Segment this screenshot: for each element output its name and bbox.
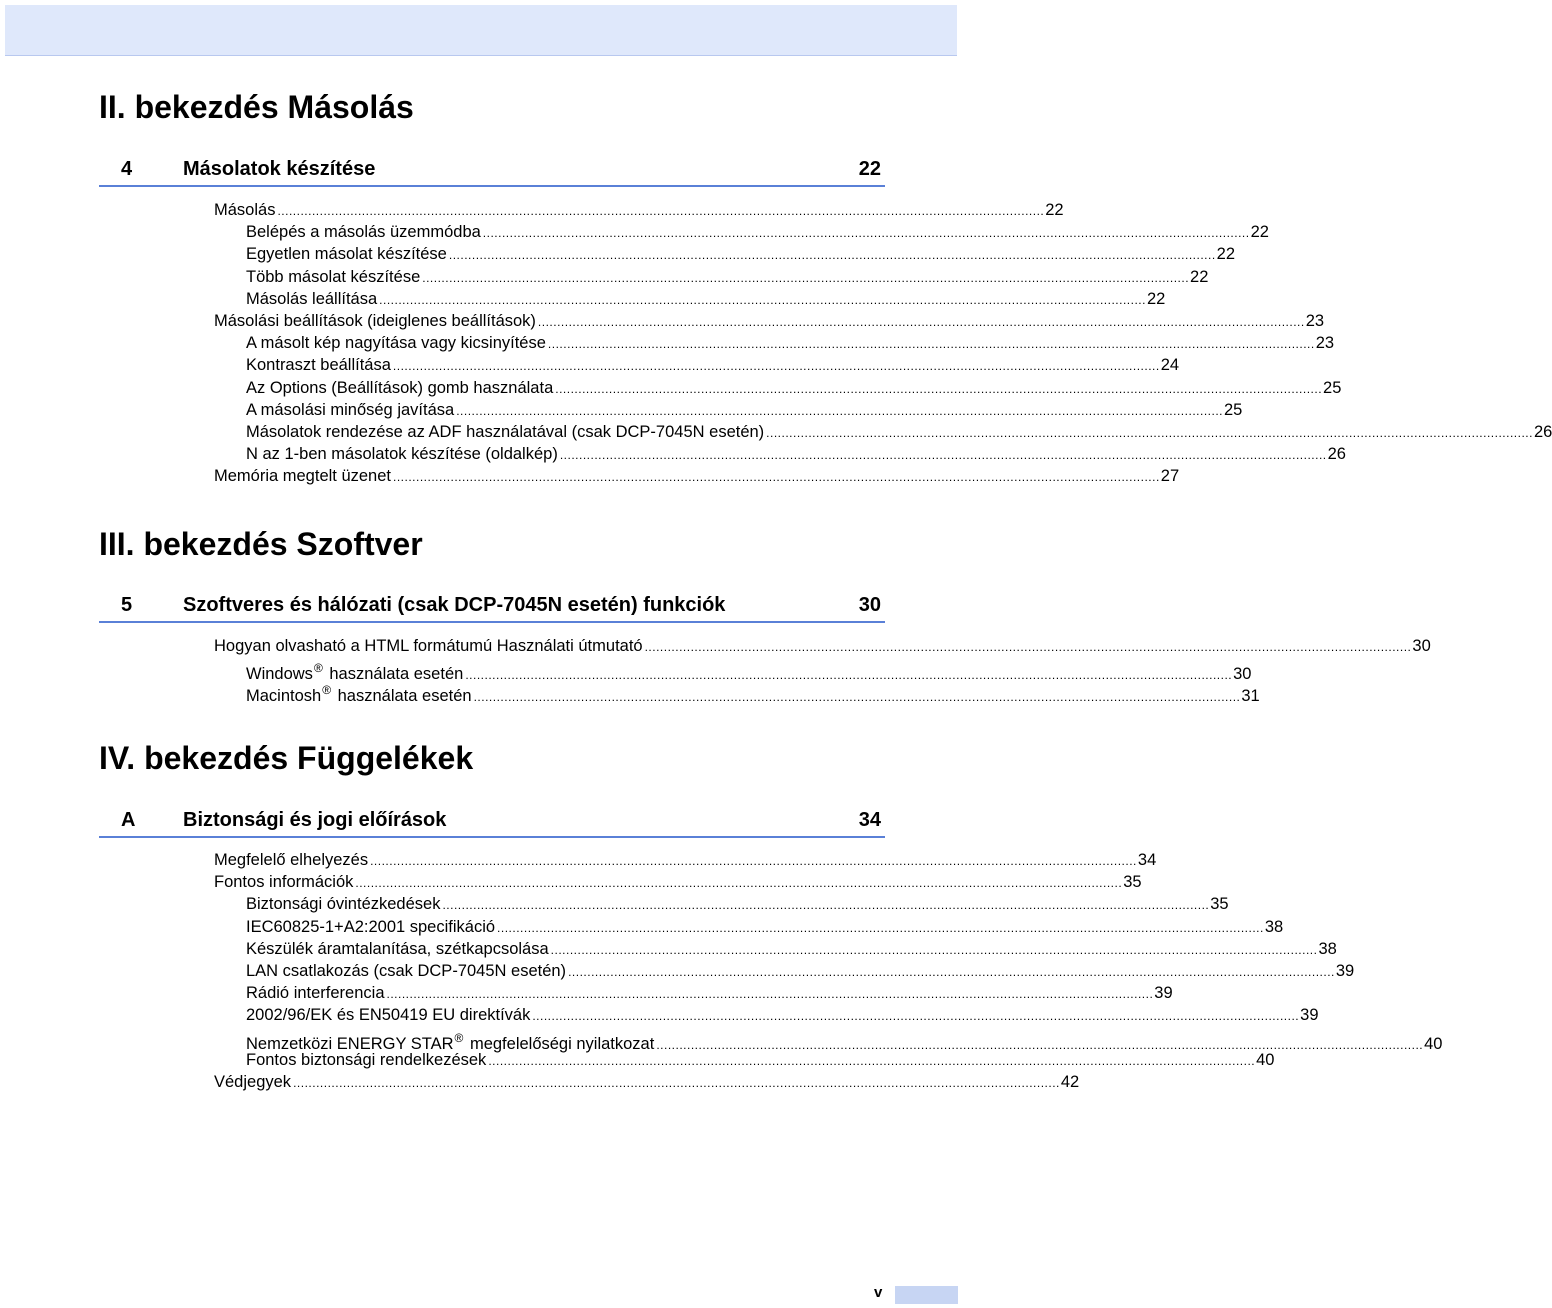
dot-leader: ........................................................................................................................................................................................................ — [393, 470, 1160, 485]
dot-leader: ........................................................................................................................................................................................................ — [537, 315, 1305, 329]
toc-entry-page: 38 — [1264, 917, 1284, 936]
toc-entry-label — [246, 288, 377, 310]
toc-entry-page: 25 — [1223, 400, 1243, 419]
toc-entry-page: 23 — [1305, 312, 1325, 330]
dot-leader: ........................................................................................................................................................................................................ — [422, 270, 1190, 285]
toc-entry[interactable] — [246, 421, 1552, 443]
toc-entry-label — [246, 443, 558, 465]
toc-entry-text: Belépés a másolás üzemmódba — [246, 223, 481, 242]
toc-entry-page: 31 — [1241, 687, 1260, 706]
chapter-title: Másolatok készítése — [183, 158, 376, 180]
toc-entry-text: Macintosh — [246, 687, 322, 706]
toc-entry-page: 35 — [1123, 873, 1142, 892]
toc-entry-text: Másolás — [214, 201, 276, 219]
toc-entry-label — [246, 332, 546, 354]
toc-entry-text: Kontraszt beállítása — [246, 356, 391, 375]
toc-entry[interactable] — [246, 657, 1252, 684]
toc-entry-text: Memória megtelt üzenet — [214, 467, 391, 486]
toc-entry[interactable] — [246, 679, 1260, 706]
chapter-heading[interactable] — [99, 593, 885, 623]
toc-entry[interactable] — [246, 893, 1229, 915]
toc-entry[interactable] — [214, 635, 1431, 657]
toc-entry-text: Másolatok rendezése az ADF használatával (csak DCP-7045N esetén) — [246, 423, 765, 441]
toc-entry[interactable] — [214, 199, 1064, 221]
toc-entry-page: 40 — [1256, 1050, 1275, 1069]
toc-entry-page: 38 — [1318, 939, 1337, 958]
toc-entry-label — [246, 354, 391, 376]
toc-entry[interactable] — [246, 399, 1243, 421]
dot-leader: ........................................................................................................................................................................................................ — [488, 1053, 1256, 1068]
toc-entry[interactable] — [246, 938, 1337, 960]
registered-mark: ® — [313, 661, 323, 676]
toc-entry-text: Megfelelő elhelyezés — [214, 851, 369, 869]
toc-entry-label — [214, 1071, 291, 1093]
toc-entry-label — [246, 266, 420, 288]
part-title: II. bekezdés Másolás — [99, 89, 414, 125]
chapter-heading[interactable] — [99, 808, 885, 838]
toc-entry[interactable] — [246, 332, 1335, 354]
chapter-number: 5 — [121, 594, 133, 616]
dot-leader: ........................................................................................................................................................................................................ — [473, 690, 1241, 705]
dot-leader: ........................................................................................................................................................................................................ — [547, 337, 1315, 352]
toc-entry-text: N az 1-ben másolatok készítése (oldalkép) — [246, 445, 558, 464]
registered-mark: ® — [454, 1030, 464, 1045]
toc-entry-page: 23 — [1315, 334, 1335, 353]
toc-entry-label — [214, 465, 391, 487]
toc-entry-suffix: használata esetén — [324, 665, 464, 684]
toc-entry-text: Készülék áramtalanítása, szétkapcsolása — [246, 939, 549, 958]
toc-entry-text: Windows — [246, 665, 313, 684]
dot-leader: ........................................................................................................................................................................................................ — [550, 942, 1318, 957]
toc-entry-page: 22 — [1250, 223, 1269, 242]
toc-entry-suffix: megfelelőségi nyilatkozat — [465, 1034, 655, 1053]
toc-entry[interactable] — [214, 310, 1325, 332]
toc-entry-text: Másolási beállítások (ideiglenes beállítások) — [214, 312, 536, 330]
toc-entry-text: 2002/96/EK és EN50419 EU direktívák — [246, 1006, 531, 1025]
toc-entry-text: Több másolat készítése — [246, 267, 421, 286]
toc-entry[interactable] — [214, 849, 1157, 871]
toc-entry-label — [246, 916, 495, 938]
toc-entry[interactable] — [246, 354, 1180, 376]
toc-entry-label — [246, 421, 764, 443]
toc-entry-label — [246, 243, 447, 265]
dot-leader: ........................................................................................................................................................................................................ — [465, 668, 1233, 683]
chapter-number: A — [121, 809, 136, 831]
toc-entry-label — [246, 938, 549, 960]
toc-entry-text: IEC60825-1+A2:2001 specifikáció — [246, 917, 496, 936]
toc-entry-text: Fontos biztonsági rendelkezések — [246, 1050, 487, 1069]
dot-leader: ........................................................................................................................................................................................................ — [555, 381, 1323, 396]
toc-entry-page: 26 — [1533, 423, 1552, 441]
toc-entry-text: A másolt kép nagyítása vagy kicsinyítése — [246, 334, 546, 353]
dot-leader: ........................................................................................................................................................................................................ — [568, 965, 1335, 979]
dot-leader: ........................................................................................................................................................................................................ — [448, 248, 1216, 263]
toc-entry-page: 27 — [1160, 467, 1180, 486]
dot-leader: ........................................................................................................................................................................................................ — [293, 1076, 1060, 1090]
toc-entry-text: Hogyan olvasható a HTML formátumú Használati útmutató — [214, 637, 643, 655]
toc-entry-page: 40 — [1424, 1034, 1443, 1053]
toc-entry-text: Védjegyek — [214, 1073, 292, 1091]
chapter-page: 34 — [858, 809, 881, 831]
toc-entry[interactable] — [246, 1027, 1443, 1053]
toc-entry-label — [214, 635, 643, 657]
chapter-number: 4 — [121, 158, 133, 180]
toc-entry[interactable] — [246, 288, 1166, 310]
toc-entry-page: 34 — [1137, 851, 1157, 869]
toc-entry[interactable] — [214, 465, 1180, 487]
toc-entry-text: Az Options (Beállítások) gomb használata — [246, 378, 554, 397]
dot-leader: ........................................................................................................................................................................................................ — [532, 1009, 1300, 1024]
toc-entry[interactable] — [246, 1049, 1275, 1071]
toc-entry[interactable] — [246, 221, 1269, 243]
toc-entry-text: LAN csatlakozás (csak DCP-7045N esetén) — [246, 962, 567, 980]
toc-entry-text: Rádió interferencia — [246, 984, 385, 1003]
dot-leader: ........................................................................................................................................................................................................ — [559, 448, 1327, 463]
toc-entry-page: 30 — [1233, 665, 1252, 684]
toc-entry-page: 26 — [1327, 445, 1346, 464]
toc-entry-label — [214, 310, 536, 332]
toc-entry-label — [246, 960, 566, 982]
toc-entry-label — [214, 849, 368, 871]
toc-entry-label — [246, 1049, 486, 1071]
toc-entry-page: 24 — [1160, 356, 1180, 375]
chapter-heading[interactable] — [99, 157, 885, 187]
toc-entry[interactable] — [214, 1071, 1080, 1093]
toc-entry-text: Egyetlen másolat készítése — [246, 245, 447, 264]
toc-entry[interactable] — [246, 266, 1209, 288]
dot-leader: ........................................................................................................................................................................................................ — [379, 292, 1146, 307]
dot-leader: ........................................................................................................................................................................................................ — [370, 854, 1137, 868]
chapter-page: 30 — [858, 594, 881, 616]
toc-entry[interactable] — [246, 982, 1173, 1004]
toc-entry-page: 39 — [1335, 962, 1355, 980]
toc-entry[interactable] — [246, 243, 1236, 265]
part-title: IV. bekezdés Függelékek — [99, 740, 474, 776]
dot-leader: ........................................................................................................................................................................................................ — [644, 640, 1412, 654]
page-number-box — [895, 1286, 958, 1304]
toc-entry-text: Nemzetközi ENERGY STAR — [246, 1034, 454, 1053]
dot-leader: ........................................................................................................................................................................................................ — [766, 426, 1533, 440]
toc-entry[interactable] — [214, 871, 1142, 893]
dot-leader: ........................................................................................................................................................................................................ — [442, 898, 1210, 913]
toc-entry-page: 39 — [1154, 984, 1173, 1003]
toc-entry-page: 22 — [1190, 267, 1209, 286]
page-number: v — [874, 1284, 883, 1301]
toc-entry[interactable] — [246, 960, 1355, 982]
dot-leader: ........................................................................................................................................................................................................ — [497, 920, 1264, 935]
toc-entry-label — [246, 982, 385, 1004]
dot-leader: ........................................................................................................................................................................................................ — [355, 876, 1123, 891]
part-title: III. bekezdés Szoftver — [99, 526, 423, 562]
chapter-page: 22 — [858, 158, 881, 180]
toc-entry[interactable] — [246, 1004, 1319, 1026]
toc-entry-label — [214, 199, 275, 221]
toc-entry-text: Biztonsági óvintézkedések — [246, 895, 441, 914]
toc-entry-text: Másolás leállítása — [246, 289, 378, 308]
header-band — [5, 5, 957, 56]
registered-mark: ® — [322, 683, 332, 698]
toc-entry[interactable] — [246, 916, 1284, 938]
toc-entry-suffix: használata esetén — [333, 687, 472, 706]
toc-entry-page: 25 — [1323, 378, 1342, 397]
dot-leader: ........................................................................................................................................................................................................ — [656, 1037, 1424, 1052]
toc-entry-text: Fontos információk — [214, 873, 354, 892]
toc-entry-label — [246, 1004, 530, 1026]
toc-entry-page: 22 — [1045, 201, 1064, 219]
toc-entry-text: A másolási minőség javítása — [246, 400, 455, 419]
toc-entry-page: 42 — [1060, 1073, 1080, 1091]
toc-entry-page: 39 — [1300, 1006, 1319, 1025]
toc-entry-page: 22 — [1146, 289, 1166, 308]
toc-entry-label — [246, 893, 440, 915]
toc-entry[interactable] — [246, 443, 1346, 465]
toc-entry-label — [246, 679, 472, 707]
toc-entry-label — [214, 871, 353, 893]
dot-leader: ........................................................................................................................................................................................................ — [482, 226, 1250, 241]
toc-entry-page: 35 — [1210, 895, 1229, 914]
chapter-title: Biztonsági és jogi előírások — [183, 809, 447, 831]
dot-leader: ........................................................................................................................................................................................................ — [392, 359, 1160, 374]
toc-entry-label — [246, 399, 454, 421]
toc-entry-page: 30 — [1412, 637, 1431, 655]
dot-leader: ........................................................................................................................................................................................................ — [386, 987, 1154, 1002]
dot-leader: ........................................................................................................................................................................................................ — [277, 204, 1045, 218]
chapter-title: Szoftveres és hálózati (csak DCP-7045N esetén) funkciók — [183, 594, 726, 616]
toc-entry[interactable] — [246, 377, 1342, 399]
dot-leader: ........................................................................................................................................................................................................ — [456, 403, 1223, 418]
toc-entry-label — [246, 221, 481, 243]
toc-entry-page: 22 — [1216, 245, 1236, 264]
toc-entry-label — [246, 377, 553, 399]
